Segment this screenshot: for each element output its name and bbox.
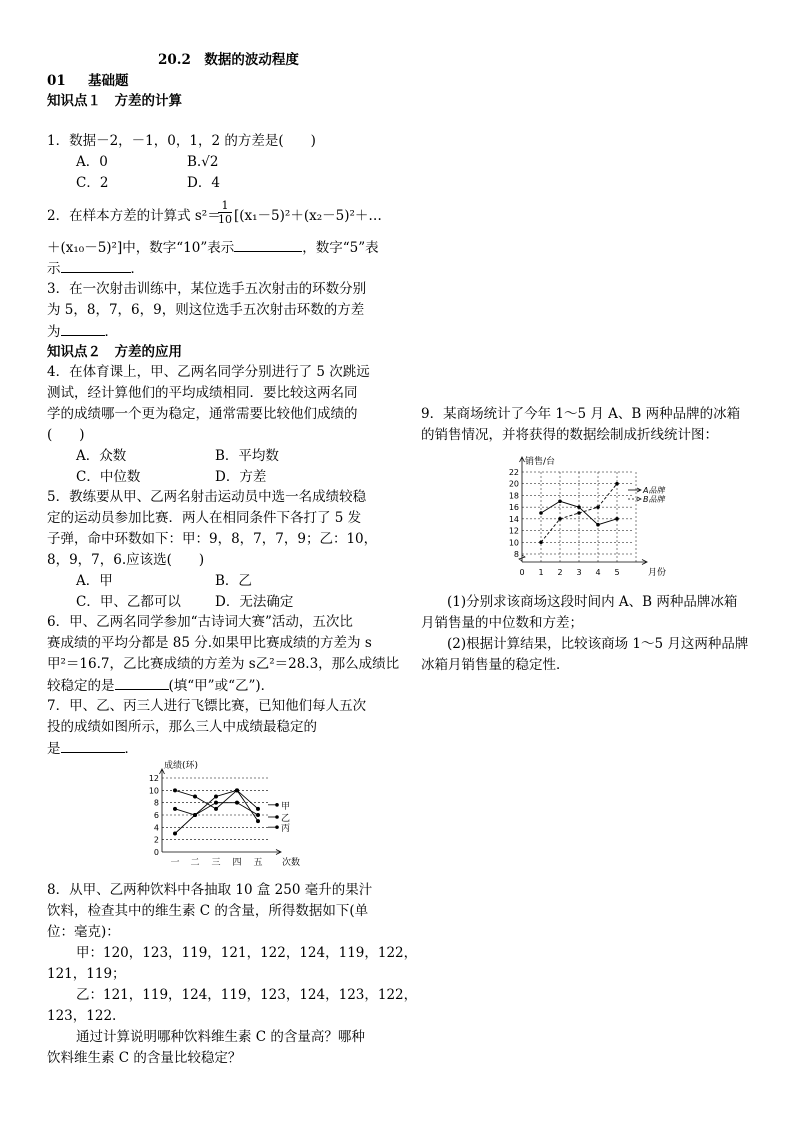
x-tick-label: 四 — [232, 858, 242, 868]
legend-label: B品牌 — [643, 495, 665, 504]
q5-option-a: A．甲 — [76, 573, 113, 589]
fraction-numerator: 1 — [221, 199, 229, 212]
q8-line2: 饮料，检查其中的维生素 C 的含量，所得数据如下(单 — [47, 903, 369, 919]
q5-line3: 子弹，命中环数如下：甲：9，8，7，7，9；乙：10， — [47, 531, 378, 547]
data-point — [235, 788, 239, 792]
q8-line7: 123，122. — [47, 1008, 117, 1024]
data-point — [615, 482, 619, 486]
q5-line1: 5．教练要从甲、乙两名射击运动员中选一名成绩较稳 — [47, 489, 367, 505]
fridge-sales-chart — [500, 450, 670, 582]
q4-line3: 学的成绩哪一个更为稳定，通常需要比较他们成绩的 — [47, 406, 358, 422]
section-name: 基础题 — [88, 73, 129, 89]
y-axis-label: 销售/台 — [525, 457, 556, 467]
q6-line3: 甲²＝16.7，乙比赛成绩的方差为 s乙²＝28.3，那么成绩比 — [47, 656, 400, 672]
series-label: 甲 — [281, 801, 291, 812]
x-tick-label: 3 — [576, 568, 582, 577]
q6-line4a: 较稳定的是 — [47, 678, 115, 694]
q4-line4: ( ) — [47, 427, 85, 443]
q2-line2a: ＋(x₁₀－5)²]中，数字“10”表示 — [47, 240, 235, 256]
q2-line1b: [(x₁－5)²＋(x₂－5)²＋… — [234, 208, 382, 224]
y-tick-label: 14 — [508, 514, 519, 524]
q9-part2-line2: 冰箱月销售量的稳定性． — [421, 657, 570, 673]
q8-line1: 8．从甲、乙两种饮料中各抽取 10 盒 250 毫升的果汁 — [47, 882, 373, 898]
series-line-1 — [175, 790, 258, 809]
q4-line2: 测试，经计算他们的平均成绩相同．要比较这两名同 — [47, 385, 358, 401]
y-tick-label: 8 — [513, 550, 519, 559]
q2-blank-1[interactable] — [234, 237, 302, 252]
q5-option-b: B．乙 — [215, 573, 252, 589]
data-point — [173, 788, 177, 792]
x-tick-label: 二 — [190, 858, 200, 868]
q8-line3: 位：毫克)： — [47, 924, 120, 940]
data-point — [577, 511, 581, 515]
data-point — [214, 807, 218, 811]
q2-line1a: 2．在样本方差的计算式 s²＝ — [47, 208, 221, 224]
q2-line3a: 示 — [47, 261, 61, 277]
data-point — [558, 517, 562, 521]
q4-option-d: D．方差 — [215, 469, 267, 485]
data-point — [539, 511, 543, 515]
legend-marker — [275, 803, 279, 807]
data-point — [173, 807, 177, 811]
fraction-denominator: 10 — [218, 213, 232, 226]
x-axis-label: 次数 — [282, 858, 301, 868]
q5-option-d: D．无法确定 — [215, 594, 294, 610]
q4-line1: 4．在体育课上，甲、乙两名同学分别进行了 5 次跳远 — [47, 364, 370, 380]
q6-line1: 6．甲、乙两名同学参加“古诗词大赛”活动，五次比 — [47, 614, 353, 630]
data-point — [577, 505, 581, 509]
data-point — [214, 801, 218, 805]
q4-option-b: B．平均数 — [215, 448, 279, 464]
q6-blank[interactable] — [115, 675, 169, 690]
data-point — [193, 795, 197, 799]
q3-line3 — [47, 321, 118, 343]
q5-line4: 8，9，7，6.应该选( ) — [47, 552, 205, 568]
q7-line3b: ． — [124, 741, 138, 757]
y-tick-label: 4 — [153, 823, 159, 833]
q1-option-d: D．4 — [187, 175, 220, 191]
x-tick-label: 0 — [519, 568, 525, 577]
y-tick-label: 12 — [508, 526, 519, 536]
x-tick-label: 4 — [595, 568, 601, 577]
data-point — [596, 505, 600, 509]
q9-line2: 的销售情况，并将获得的数据绘制成折线统计图： — [421, 427, 718, 443]
q1-option-c: C．2 — [76, 175, 109, 191]
q7-blank[interactable] — [61, 738, 125, 753]
q6-line4b: (填“甲”或“乙”)． — [168, 678, 275, 694]
y-tick-label: 22 — [508, 468, 519, 477]
y-axis-label: 成绩(环) — [164, 761, 199, 771]
data-point — [173, 832, 177, 836]
y-tick-label: 8 — [153, 798, 159, 808]
y-tick-label: 10 — [148, 786, 159, 796]
page-title: 20.2 数据的波动程度 — [158, 52, 299, 68]
x-axis-label: 月份 — [648, 568, 667, 578]
y-tick-label: 10 — [508, 538, 519, 548]
q9-part1-line2: 月销售量的中位数和方差； — [421, 615, 583, 631]
q4-option-c: C．中位数 — [76, 469, 141, 485]
legend-label: A品牌 — [643, 486, 665, 495]
q1-option-a: A．0 — [76, 154, 108, 170]
data-point — [615, 517, 619, 521]
y-tick-label: 12 — [148, 774, 159, 783]
q3-line2: 为 5，8，7，6，9，则这位选手五次射击环数的方差 — [47, 302, 365, 318]
q2-line2 — [47, 237, 379, 259]
knowledge-point-2: 知识点２ 方差的应用 — [47, 344, 182, 360]
q8-line5: 121，119； — [47, 966, 126, 982]
q3-line3b: ． — [104, 324, 118, 340]
legend-marker — [275, 825, 279, 829]
data-point — [539, 540, 543, 544]
q7-line1: 7．甲、乙、丙三人进行飞镖比赛，已知他们每人五次 — [47, 698, 367, 714]
data-point — [214, 795, 218, 799]
q2-line3b: ． — [130, 261, 144, 277]
q9-part2-line1: (2)根据计算结果，比较该商场 1～5 月这两种品牌 — [447, 636, 749, 652]
q2-blank-2[interactable] — [61, 258, 131, 273]
q4-option-a: A．众数 — [76, 448, 127, 464]
section-number: 01 — [47, 73, 66, 89]
q6-line4 — [47, 675, 274, 697]
legend-marker — [275, 815, 279, 819]
data-point — [256, 813, 260, 817]
q1-option-b: B.√2 — [187, 154, 219, 170]
x-tick-label: 2 — [557, 568, 563, 577]
x-tick-label: 5 — [614, 568, 620, 577]
y-tick-label: 16 — [508, 503, 519, 513]
q2-line2b: ，数字“5”表 — [302, 240, 379, 256]
data-point — [193, 813, 197, 817]
y-tick-label: 20 — [508, 479, 519, 489]
y-tick-label: 0 — [153, 848, 159, 857]
y-tick-label: 6 — [153, 811, 159, 820]
q1-stem: 1．数据－2，－1，0，1，2 的方差是( ) — [47, 133, 316, 149]
series-label: 丙 — [281, 824, 291, 835]
q8-line6: 乙：121，119，124，119，123，124，123，122， — [76, 987, 418, 1003]
knowledge-point-1: 知识点１ 方差的计算 — [47, 93, 182, 109]
q7-line3a: 是 — [47, 741, 61, 757]
q6-line2: 赛成绩的平均分都是 85 分.如果甲比赛成绩的方差为 s — [47, 635, 372, 651]
q3-blank[interactable] — [61, 321, 105, 336]
q7-line2: 投的成绩如图所示，那么三人中成绩最稳定的 — [47, 719, 317, 735]
series-label: 乙 — [281, 814, 291, 824]
q8-line8: 通过计算说明哪种饮料维生素 C 的含量高？哪种 — [76, 1029, 365, 1045]
q8-line9: 饮料维生素 C 的含量比较稳定？ — [47, 1050, 242, 1066]
data-point — [235, 801, 239, 805]
q2-line3 — [47, 258, 144, 280]
x-tick-label: 1 — [538, 568, 544, 577]
data-point — [596, 523, 600, 527]
x-tick-label: 三 — [211, 858, 221, 868]
q3-line1: 3．在一次射击训练中，某位选手五次射击的环数分别 — [47, 281, 367, 297]
data-point — [256, 807, 260, 811]
q5-option-c: C．甲、乙都可以 — [76, 594, 181, 610]
data-point — [256, 819, 260, 823]
q7-line3 — [47, 738, 138, 760]
q2-fraction — [218, 199, 232, 226]
q5-line2: 定的运动员参加比赛．两人在相同条件下各打了 5 发 — [47, 510, 362, 526]
data-point — [558, 499, 562, 503]
q8-line4: 甲：120，123，119，121，122，124，119，122， — [76, 945, 418, 961]
y-tick-label: 18 — [508, 491, 519, 501]
q3-line3a: 为 — [47, 324, 61, 340]
x-tick-label: 五 — [253, 858, 263, 868]
q9-line1: 9．某商场统计了今年 1～5 月 A、B 两种品牌的冰箱 — [421, 406, 741, 422]
y-tick-label: 2 — [153, 835, 159, 845]
dart-scores-chart — [140, 760, 310, 876]
q9-part1-line1: (1)分别求该商场这段时间内 A、B 两种品牌冰箱 — [447, 594, 738, 610]
x-tick-label: 一 — [170, 858, 180, 868]
